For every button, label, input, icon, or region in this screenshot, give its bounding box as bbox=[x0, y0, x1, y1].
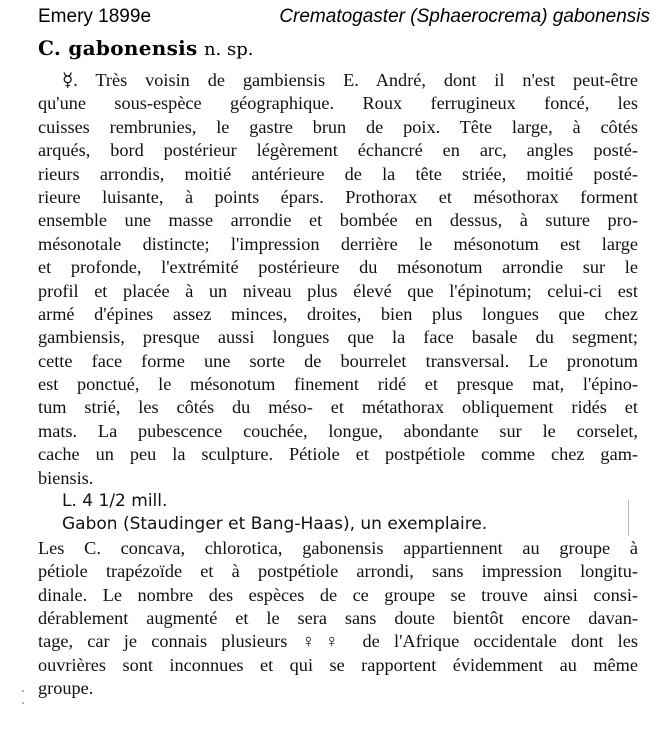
description-line: ensemble une masse arrondie et bombée en dessus, à suture pro- bbox=[38, 210, 638, 231]
remark-line: dinale. Le nombre des espèces de ce groupe se trouve ainsi consi- bbox=[38, 584, 638, 605]
description-line: mats. La pubescence couchée, longue, abondante sur le corselet, bbox=[38, 420, 638, 441]
description-line: cuisses rembrunies, le gastre brun de poix. Tête large, à côtés bbox=[38, 116, 638, 137]
description-line: qu'une sous-espèce géographique. Roux ferrugineux foncé, les bbox=[38, 93, 638, 114]
description-line: ☿. Très voisin de gambiensis E. André, dont il n'est peut-être bbox=[62, 70, 638, 90]
description-line: mésonotale distincte; l'impression derrière le mésonotum est large bbox=[38, 233, 638, 254]
species-heading bbox=[38, 36, 253, 60]
remark-line: groupe. bbox=[38, 678, 94, 699]
description-line: arqués, bord postérieur légèrement échancré en arc, angles posté- bbox=[38, 140, 638, 161]
species-name: C. gabonensis bbox=[38, 36, 198, 60]
header-species: Crematogaster (Sphaerocrema) gabonensis bbox=[279, 6, 650, 27]
description-line: profil et placée à un niveau plus élevé que l'épinotum; celui-ci est bbox=[38, 280, 638, 301]
remark-line: dérablement augmenté et le sera sans doute bientôt encore davan- bbox=[38, 607, 638, 628]
description-line: biensis. bbox=[38, 467, 94, 488]
remark-line: Les C. concava, chlorotica, gabonensis appartiennent au groupe à bbox=[38, 537, 638, 558]
description-line: gambiensis, presque aussi longues que la face basale du segment; bbox=[38, 327, 638, 348]
scan-speck bbox=[22, 702, 24, 704]
description-line: et profonde, l'extrémité postérieure du mésonotum arrondie sur le bbox=[38, 257, 638, 278]
remark-line: pétiole trapézoïde et à postpétiole arrondi, sans impression longitu- bbox=[38, 561, 638, 582]
remark-line: ouvrières sont inconnues et qui se rapportent évidemment au même bbox=[38, 654, 638, 675]
text-body bbox=[38, 69, 638, 701]
remark-line: tage, car je connais plusieurs ♀♀ de l'Afrique occidentale dont les bbox=[38, 631, 638, 652]
description-line: rieurs arrondis, moitié antérieure de la tête striée, moitié posté- bbox=[38, 163, 638, 184]
description-line: est ponctué, le mésonotum finement ridé et presque mat, l'épino- bbox=[38, 374, 638, 395]
scan-speck bbox=[22, 690, 24, 692]
description-line: armé d'épines assez minces, droites, bien plus longues que chez bbox=[38, 303, 638, 324]
header-author: Emery 1899e bbox=[38, 6, 152, 27]
description-line: rieure luisante, à points épars. Prothorax et mésothorax forment bbox=[38, 186, 638, 207]
measurement-line: L. 4 1/2 mill. bbox=[62, 491, 168, 512]
scan-artifact-line bbox=[628, 500, 629, 536]
description-line: cette face forme une sorte de bourrelet transversal. Le pronotum bbox=[38, 350, 638, 371]
description-line: tum strié, les côtés du méso- et métathorax obliquement ridés et bbox=[38, 397, 638, 418]
species-note: n. sp. bbox=[203, 39, 254, 60]
locality-line: Gabon (Staudinger et Bang-Haas), un exemplaire. bbox=[62, 514, 488, 535]
description-line: cache un peu la sculpture. Pétiole et postpétiole comme chez gam- bbox=[38, 444, 638, 465]
